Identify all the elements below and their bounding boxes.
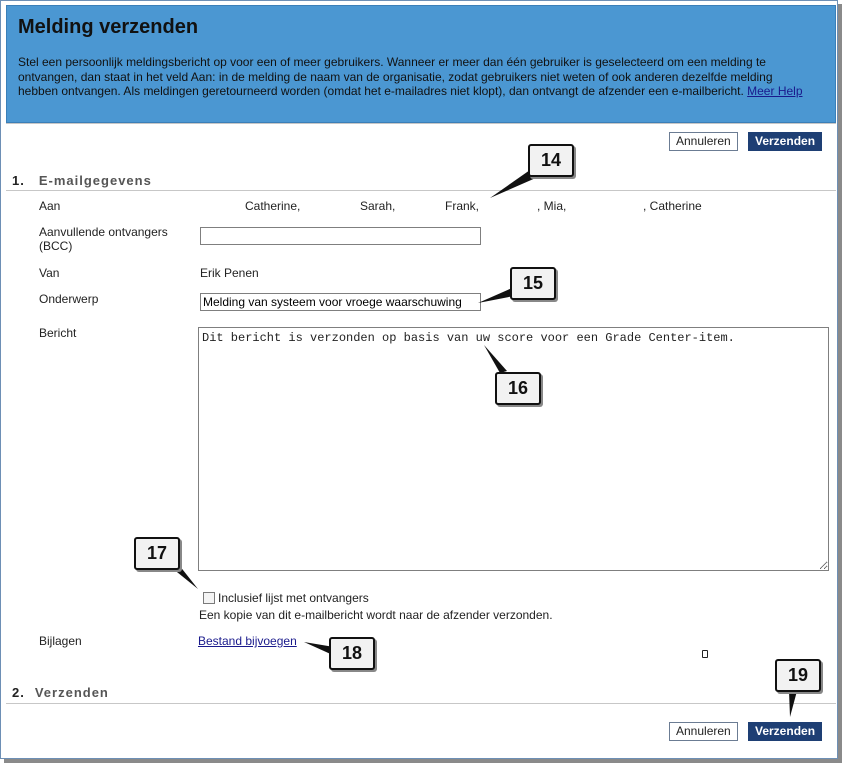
section-number: 2. — [12, 685, 25, 700]
recipient-name: Frank, — [445, 199, 480, 213]
callout-19: 19 — [775, 659, 821, 692]
include-recipients-label: Inclusief lijst met ontvangers — [218, 591, 369, 605]
header-divider — [6, 123, 836, 124]
cancel-button-top[interactable]: Annuleren — [669, 132, 738, 151]
from-value: Erik Penen — [200, 266, 259, 280]
page-description — [18, 55, 813, 99]
from-label: Van — [39, 266, 60, 280]
callout-15: 15 — [510, 267, 556, 300]
window-shadow-bottom — [4, 759, 842, 763]
recipient-name: , Catherine — [643, 199, 702, 213]
send-button-top[interactable]: Verzenden — [748, 132, 822, 151]
send-button-bottom[interactable]: Verzenden — [748, 722, 822, 741]
message-textarea[interactable] — [198, 327, 829, 571]
message-label: Bericht — [39, 326, 77, 340]
page-header — [6, 5, 836, 123]
help-link[interactable]: Meer Help — [747, 84, 803, 98]
callout-16: 16 — [495, 372, 541, 405]
description-text: Stel een persoonlijk meldingsbericht op voor een of meer gebruikers. Wanneer er meer dan één gebruiker is geselecteerd om een melding te ontvangen, dan staat in het veld Aan: in de melding de naam van de organisatie, zodat gebruikers niet weten of ook anderen dezelfde melding hebben ontvangen. Als meldingen geretourneerd worden (omdat het e-mailadres niet klopt), dan ontvangt de afzender een e-mailbericht. — [18, 55, 773, 98]
window-shadow-right — [838, 4, 842, 763]
recipient-name: Catherine, — [245, 199, 301, 213]
attach-file-link[interactable]: Bestand bijvoegen — [198, 634, 297, 648]
recipient-name: Sarah, — [360, 199, 396, 213]
subject-input[interactable] — [200, 293, 481, 311]
cancel-button-bottom[interactable]: Annuleren — [669, 722, 738, 741]
copy-note: Een kopie van dit e-mailbericht wordt naar de afzender verzonden. — [199, 608, 553, 622]
callout-14: 14 — [528, 144, 574, 177]
subject-label: Onderwerp — [39, 292, 99, 306]
callout-17: 17 — [134, 537, 180, 570]
to-label: Aan — [39, 199, 61, 213]
bcc-input[interactable] — [200, 227, 481, 245]
section-number: 1. — [12, 173, 25, 188]
section2-divider — [6, 703, 836, 704]
section-email-details — [12, 173, 152, 188]
bcc-label: Aanvullende ontvangers (BCC) — [39, 225, 168, 253]
section-title: E-mailgegevens — [38, 173, 152, 188]
section-send — [12, 685, 109, 700]
recipient-name: , Mia, — [537, 199, 567, 213]
callout-18: 18 — [329, 637, 375, 670]
page-title: Melding verzenden — [18, 16, 199, 38]
attachments-label: Bijlagen — [39, 634, 82, 648]
include-recipients-checkbox[interactable] — [203, 592, 215, 604]
section1-divider — [6, 190, 836, 191]
section-title: Verzenden — [34, 685, 109, 700]
cursor-icon — [702, 650, 708, 658]
